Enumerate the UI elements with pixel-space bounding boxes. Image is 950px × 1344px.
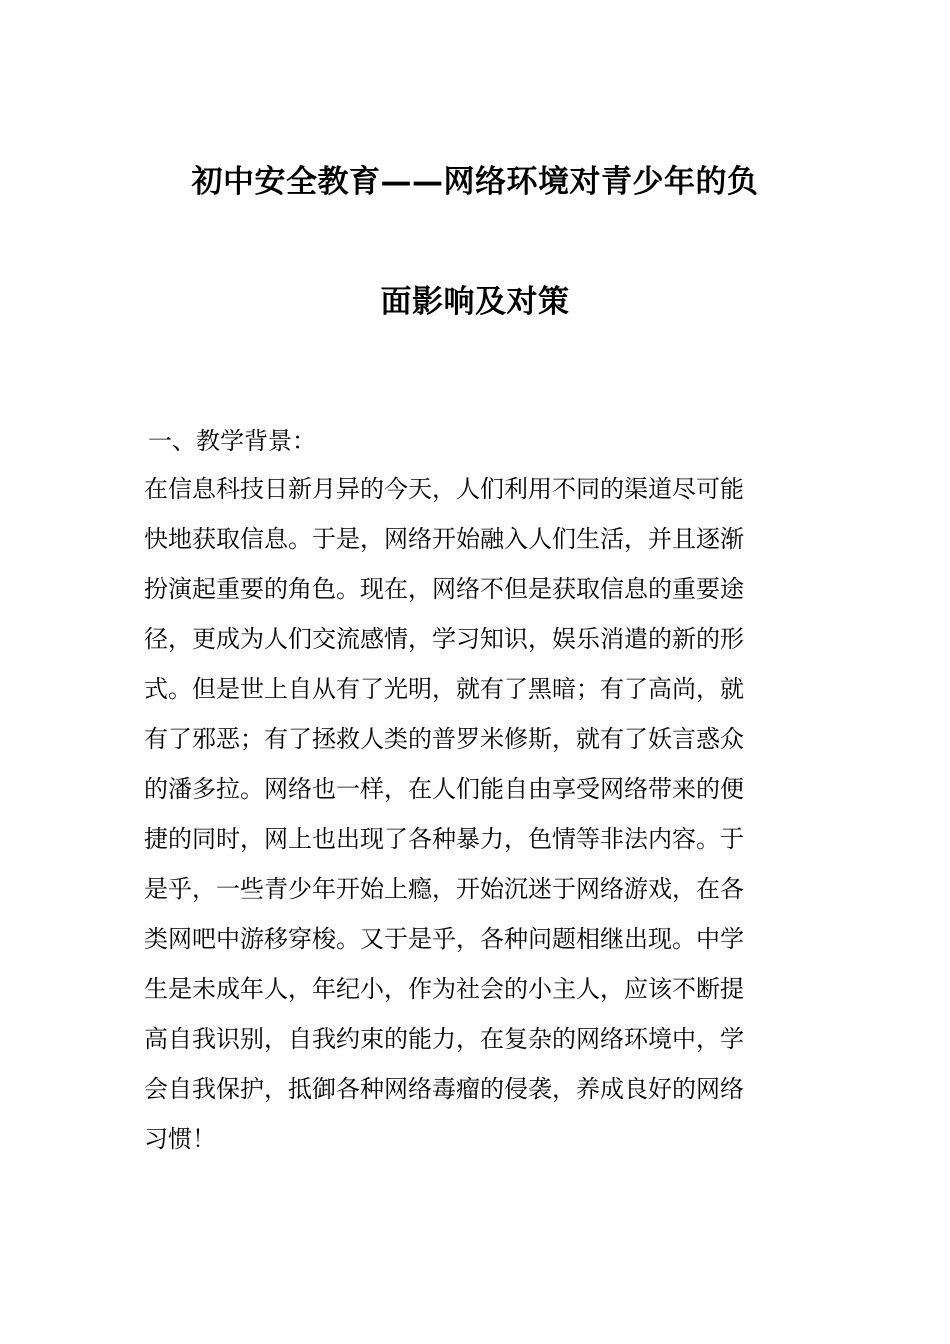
body-text-line: 在信息科技日新月异的今天，人们利用不同的渠道尽可能 <box>144 475 744 503</box>
section-heading: 一、教学背景： <box>148 427 316 455</box>
body-text-line: 式。但是世上自从有了光明，就有了黑暗；有了高尚，就 <box>144 675 744 703</box>
body-text-line: 径，更成为人们交流感情，学习知识，娱乐消遣的新的形 <box>144 625 744 653</box>
document-title-line-2: 面影响及对策 <box>380 284 570 320</box>
body-text-line: 高自我识别，自我约束的能力，在复杂的网络环境中，学 <box>144 1025 744 1053</box>
body-text-line: 生是未成年人，年纪小，作为社会的小主人，应该不断提 <box>144 975 744 1003</box>
body-text-line: 的潘多拉。网络也一样，在人们能自由享受网络带来的便 <box>144 775 744 803</box>
body-text-line: 是乎，一些青少年开始上瘾，开始沉迷于网络游戏，在各 <box>144 875 744 903</box>
body-text-line: 习惯！ <box>144 1125 216 1153</box>
body-text-line: 扮演起重要的角色。现在，网络不但是获取信息的重要途 <box>144 575 744 603</box>
body-text-line: 类网吧中游移穿梭。又于是乎，各种问题相继出现。中学 <box>144 925 744 953</box>
document-title-line-1: 初中安全教育——网络环境对青少年的负 <box>191 164 759 200</box>
body-text-line: 捷的同时，网上也出现了各种暴力，色情等非法内容。于 <box>144 825 744 853</box>
body-text-line: 会自我保护，抵御各种网络毒瘤的侵袭，养成良好的网络 <box>144 1075 744 1103</box>
body-text-line: 快地获取信息。于是，网络开始融入人们生活，并且逐渐 <box>144 525 744 553</box>
body-text-line: 有了邪恶；有了拯救人类的普罗米修斯，就有了妖言惑众 <box>144 725 744 753</box>
